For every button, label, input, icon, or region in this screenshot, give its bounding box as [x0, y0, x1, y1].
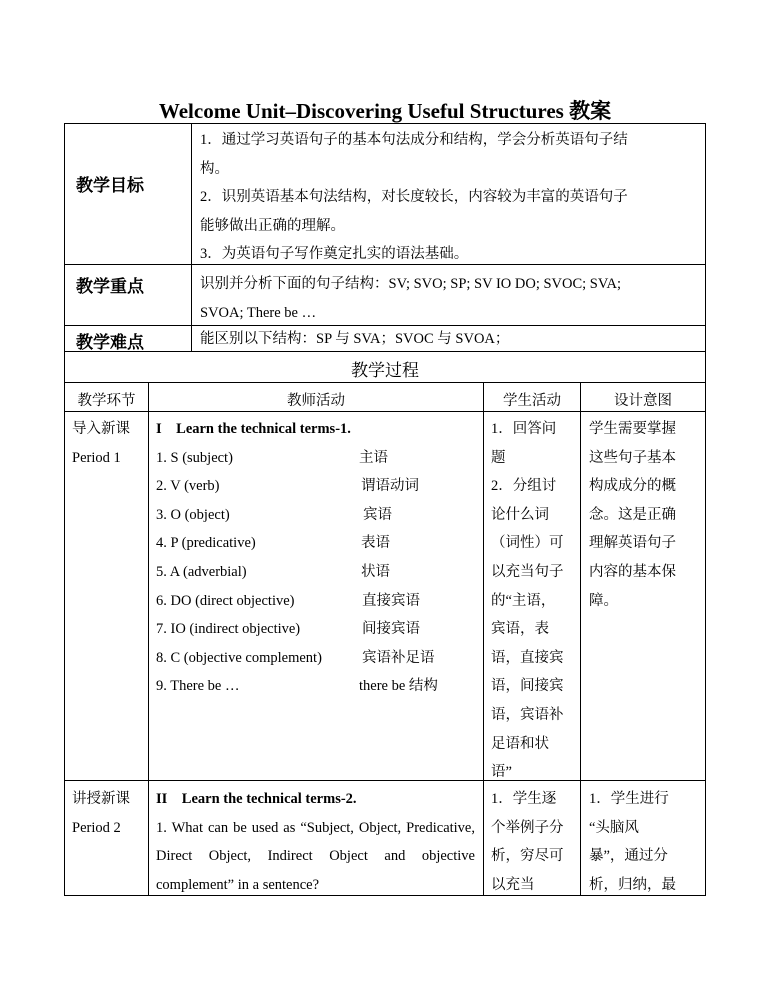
term-zh: 宾语	[363, 506, 392, 523]
intent-line: “头脑风	[589, 819, 639, 836]
term-zh: 状语	[361, 563, 390, 580]
header-student: 学生活动	[503, 393, 561, 409]
row2-teacher-heading-wrap	[156, 785, 357, 814]
term-zh: 间接宾语	[362, 621, 420, 638]
student-line: 以充当句子	[491, 563, 564, 580]
teacher-heading: I Learn the technical terms-1.	[156, 421, 351, 437]
goals-text	[200, 126, 628, 269]
terms-chinese	[359, 444, 438, 701]
student-line: 题	[491, 449, 506, 466]
term-en: 6. DO (direct objective)	[156, 592, 295, 609]
header-teacher: 教师活动	[287, 393, 345, 409]
term-en: 4. P (predicative)	[156, 535, 256, 552]
term-en: 8. C (objective complement)	[156, 649, 322, 666]
stage-period: Period 2	[72, 819, 121, 836]
student-line: 语，间接宾	[491, 678, 564, 695]
term-zh: there be 结构	[359, 678, 438, 695]
teacher-heading: II Learn the technical terms-2.	[156, 791, 357, 807]
term-en: 2. V (verb)	[156, 478, 220, 495]
term-zh: 主语	[359, 449, 388, 466]
student-line: 个举例子分	[491, 819, 564, 836]
student-line: 2．分组讨	[491, 478, 557, 495]
term-en: 9. There be …	[156, 678, 240, 695]
intent-line: 这些句子基本	[589, 449, 676, 466]
intent-line: 学生需要掌握	[589, 421, 676, 437]
key-points-line: 识别并分析下面的句子结构：SV; SVO; SP; SV IO DO; SVOC; SVA;	[200, 276, 621, 292]
goals-line: 能够做出正确的理解。	[200, 217, 345, 234]
term-en: 5. A (adverbial)	[156, 563, 247, 580]
goals-line: 1．通过学习英语句子的基本句法成分和结构，学会分析英语句子结	[200, 132, 628, 148]
student-line: 1．回答问	[491, 421, 557, 437]
row1-intent	[589, 415, 676, 615]
row2-stage	[72, 785, 130, 842]
student-line: 的“主语，	[491, 592, 556, 609]
row1-student	[491, 415, 564, 787]
goals-line: 3．为英语句子写作奠定扎实的语法基础。	[200, 246, 469, 263]
student-line: 语，宾语补	[491, 706, 564, 723]
goals-label: 教学目标	[76, 176, 144, 196]
intent-line: 障。	[589, 592, 618, 609]
student-line: 析，穷尽可	[491, 848, 564, 865]
student-line: 宾语，表	[491, 621, 549, 638]
row2-intent	[589, 785, 676, 899]
student-line: 语”	[491, 764, 512, 781]
term-zh: 谓语动词	[361, 478, 419, 495]
difficulties-label: 教学难点	[76, 333, 144, 353]
intent-line: 念。这是正确	[589, 506, 676, 523]
terms-english	[156, 444, 322, 701]
header-stage: 教学环节	[77, 393, 136, 409]
term-zh: 直接宾语	[362, 592, 420, 609]
process-title: 教学过程	[351, 361, 419, 381]
row2-student	[491, 785, 564, 899]
stage-period: Period 1	[72, 449, 121, 466]
term-en: 3. O (object)	[156, 506, 230, 523]
term-zh: 宾语补足语	[362, 649, 435, 666]
intent-line: 暴”，通过分	[589, 848, 668, 865]
student-line: 足语和状	[491, 735, 549, 752]
student-line: 以充当	[491, 876, 535, 893]
intent-line: 构成成分的概	[589, 478, 676, 495]
document-title: Welcome Unit–Discovering Useful Structures 教案	[158, 99, 612, 123]
student-line: 1．学生逐	[491, 791, 557, 807]
term-en: 7. IO (indirect objective)	[156, 621, 301, 638]
difficulties-text: 能区别以下结构：SP 与 SVA；SVOC 与 SVOA；	[200, 331, 510, 347]
intent-line: 理解英语句子	[589, 535, 676, 552]
header-intent: 设计意图	[614, 393, 672, 409]
row1-teacher	[156, 415, 351, 444]
intent-line: 内容的基本保	[589, 563, 676, 580]
term-zh: 表语	[361, 535, 390, 552]
student-line: 语，直接宾	[491, 649, 564, 666]
key-points-line: SVOA; There be …	[200, 304, 317, 321]
teacher-question: 1. What can be used as “Subject, Object, Predicative, Direct Object, Indirect Object and objective complement” in a sentence?	[156, 819, 475, 893]
student-line: 论什么词	[491, 506, 549, 523]
student-line: （词性）可	[491, 535, 564, 552]
term-en: 1. S (subject)	[156, 449, 233, 466]
goals-line: 2．识别英语基本句法结构，对长度较长，内容较为丰富的英语句子	[200, 189, 628, 206]
key-points-text	[200, 270, 621, 327]
intent-line: 1．学生进行	[589, 791, 669, 807]
stage-label: 导入新课	[72, 421, 130, 437]
goals-line: 构。	[200, 160, 229, 177]
intent-line: 析，归纳，最	[589, 876, 676, 893]
row1-stage	[72, 415, 130, 472]
key-points-label: 教学重点	[76, 277, 144, 297]
stage-label: 讲授新课	[72, 791, 130, 807]
